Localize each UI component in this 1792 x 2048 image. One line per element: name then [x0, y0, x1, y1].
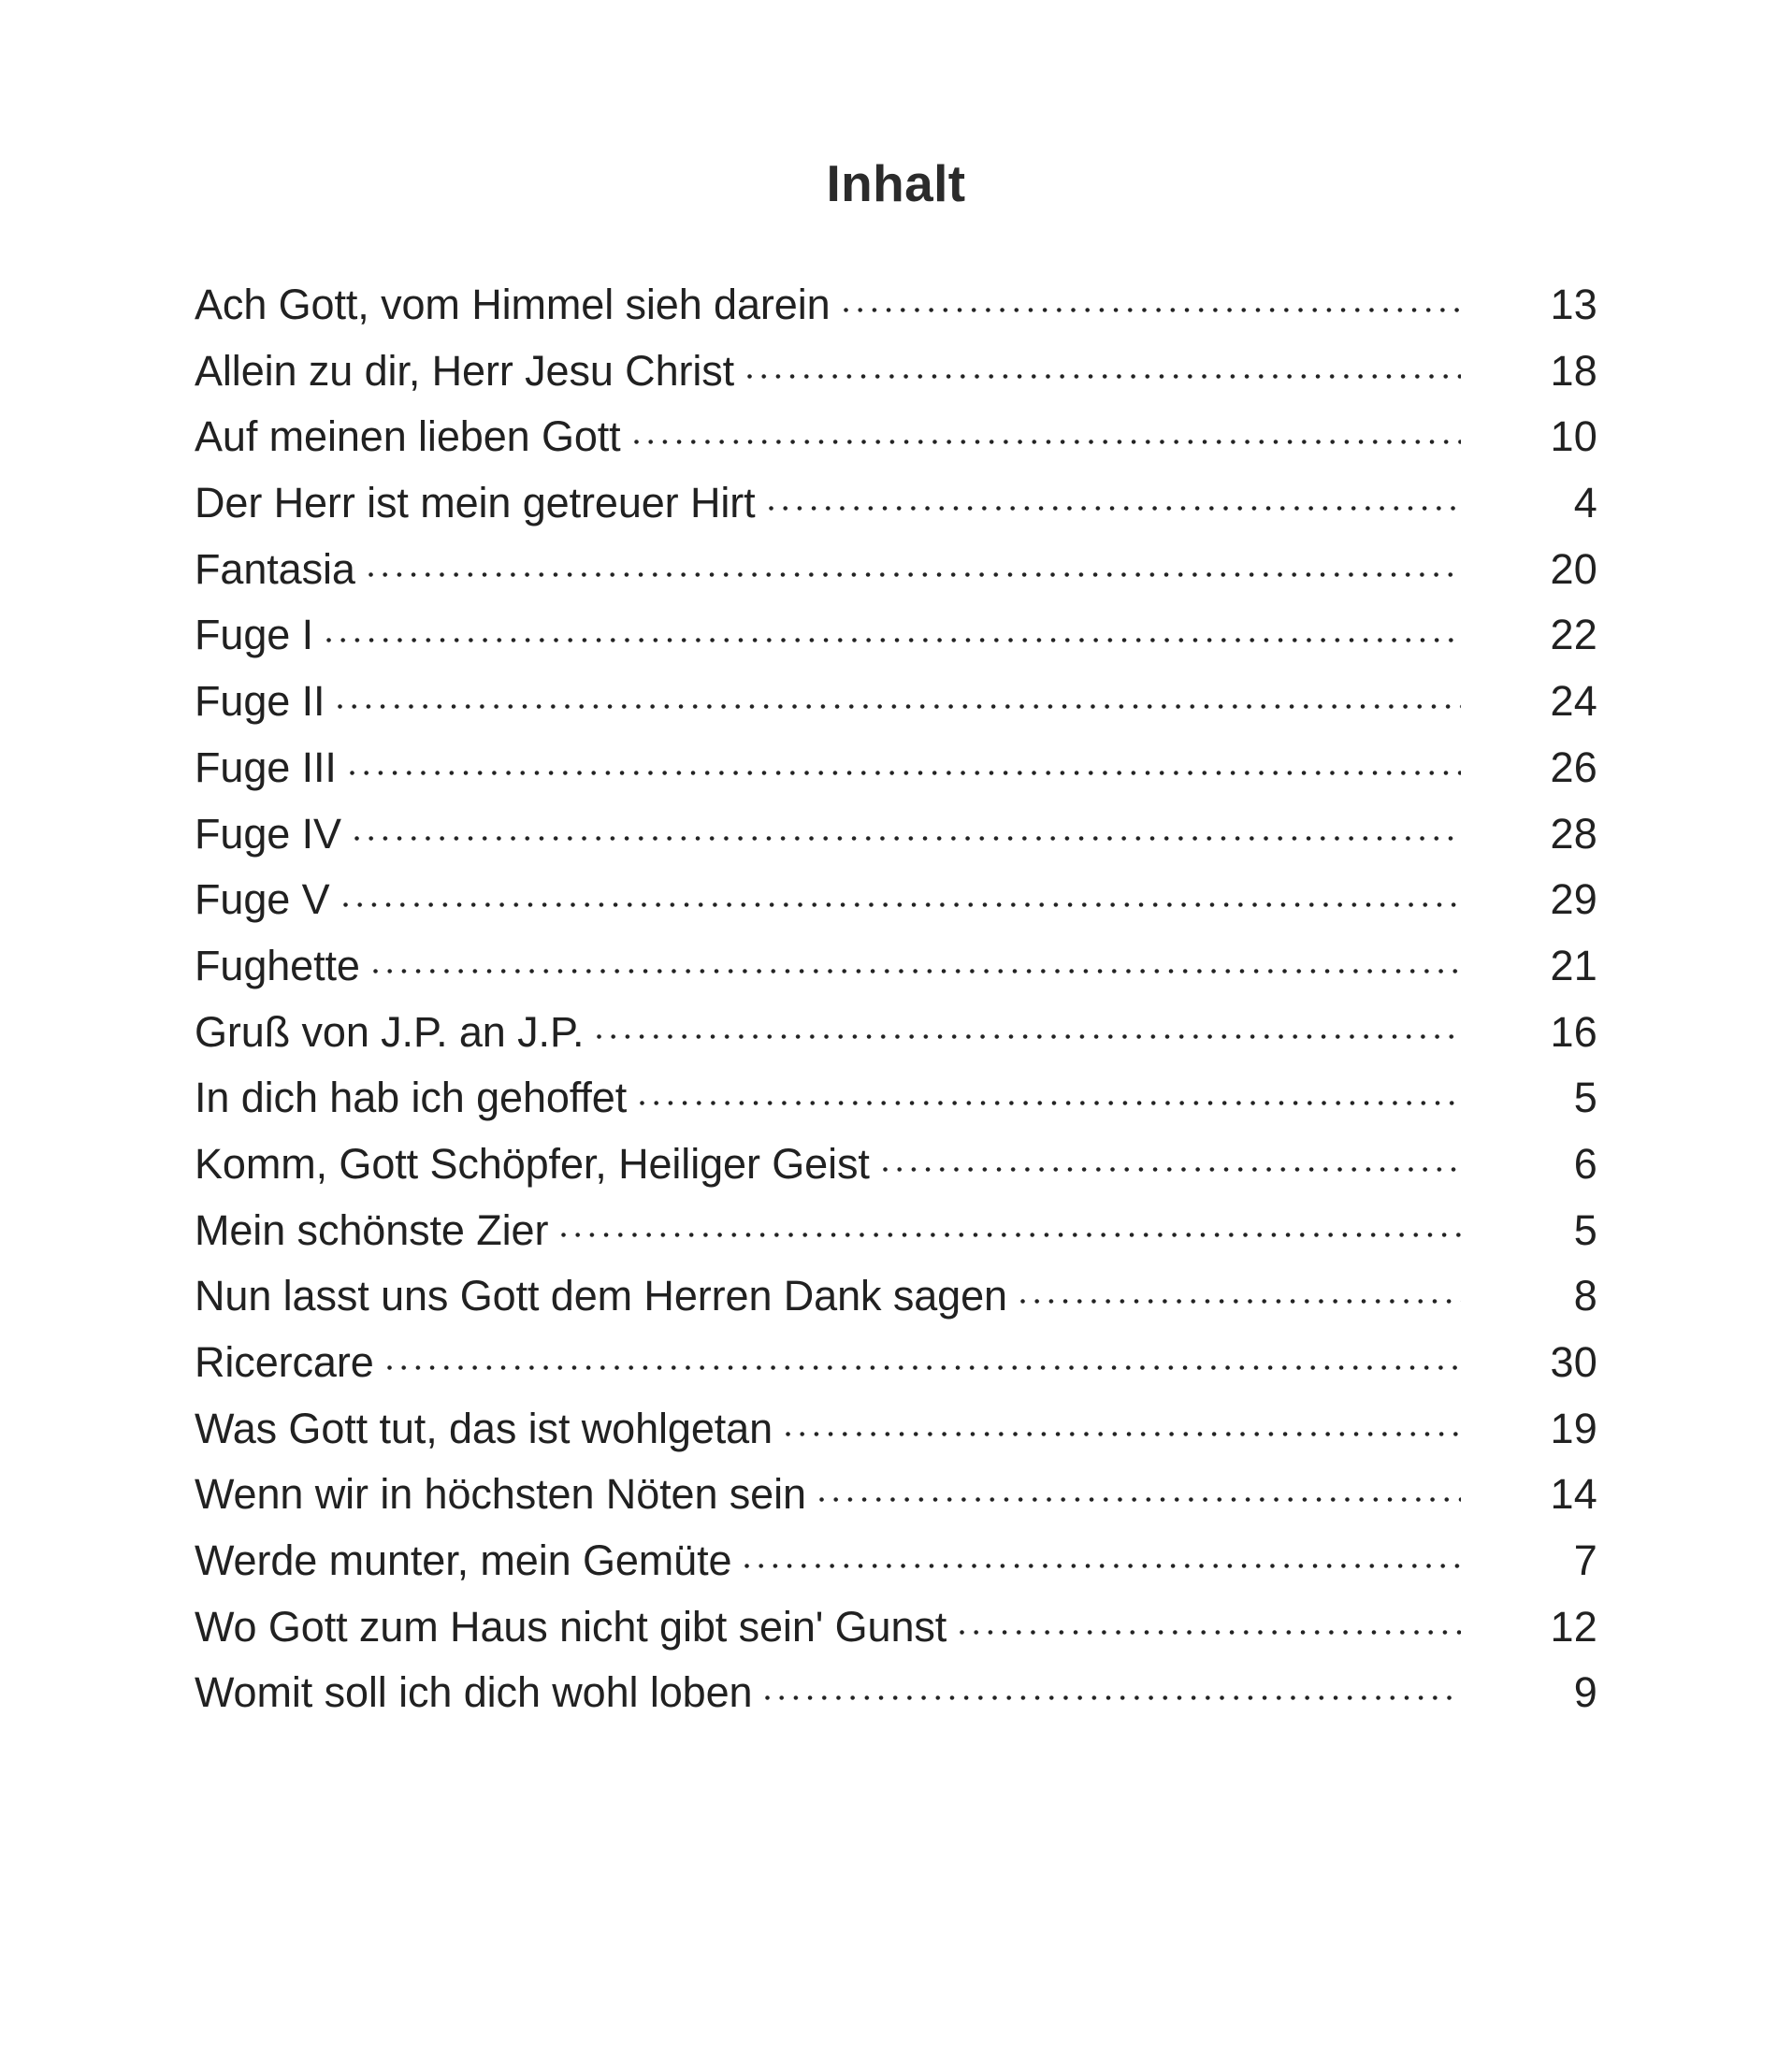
toc-entry[interactable] [195, 740, 1597, 806]
dot-leader [1020, 1268, 1461, 1310]
toc-entry[interactable] [195, 1533, 1597, 1599]
toc-entry-page-number: 20 [1550, 544, 1597, 593]
toc-entry-title: Allein zu dir, Herr Jesu Christ [195, 346, 735, 395]
dot-leader [640, 1070, 1461, 1112]
dot-leader [561, 1203, 1461, 1245]
toc-entry-page-number: 26 [1550, 743, 1597, 791]
toc-entry[interactable] [195, 872, 1597, 938]
toc-entry[interactable] [195, 541, 1597, 608]
dot-leader [769, 475, 1461, 517]
dot-leader [343, 872, 1462, 914]
dot-leader [338, 673, 1461, 715]
toc-entry[interactable] [195, 1401, 1597, 1467]
toc-entry-page-number: 8 [1573, 1272, 1597, 1320]
toc-entry[interactable] [195, 1268, 1597, 1334]
dot-leader [354, 806, 1461, 848]
dot-leader [326, 607, 1461, 649]
dot-leader [373, 938, 1461, 980]
toc-entry-page-number: 29 [1550, 875, 1597, 924]
dot-leader [369, 541, 1461, 584]
toc-entry-title: Fuge IV [195, 809, 341, 858]
dot-leader [786, 1401, 1461, 1443]
toc-entry[interactable] [195, 1599, 1597, 1666]
toc-entry-title: Auf meinen lieben Gott [195, 412, 621, 461]
toc-entry-title: Komm, Gott Schöpfer, Heiliger Geist [195, 1139, 870, 1188]
toc-entry-page-number: 5 [1573, 1205, 1597, 1254]
dot-leader [883, 1136, 1461, 1178]
toc-entry-title: Fuge V [195, 875, 330, 924]
dot-leader [844, 277, 1461, 319]
toc-entry[interactable] [195, 938, 1597, 1004]
toc-entry-title: Fuge II [195, 677, 325, 726]
toc-entry[interactable] [195, 1070, 1597, 1136]
toc-entry[interactable] [195, 1334, 1597, 1401]
dot-leader [387, 1334, 1461, 1377]
toc-entry[interactable] [195, 607, 1597, 673]
toc-entry-page-number: 7 [1573, 1536, 1597, 1585]
toc-entry-title: Ricercare [195, 1338, 374, 1386]
toc-entry[interactable] [195, 806, 1597, 873]
toc-entry-page-number: 22 [1550, 611, 1597, 659]
toc-entry-page-number: 14 [1550, 1470, 1597, 1519]
toc-entry-title: Fuge III [195, 743, 337, 791]
toc-entry-title: Gruß von J.P. an J.P. [195, 1007, 585, 1056]
toc-entry[interactable] [195, 1665, 1597, 1731]
toc-entry-page-number: 19 [1550, 1404, 1597, 1452]
dot-leader [765, 1665, 1461, 1707]
dot-leader [819, 1466, 1461, 1508]
toc-entry-title: In dich hab ich gehoffet [195, 1074, 628, 1122]
toc-entry-page-number: 18 [1550, 346, 1597, 395]
page-title: Inhalt [826, 153, 966, 212]
toc-entry-page-number: 12 [1550, 1602, 1597, 1651]
table-of-contents-list [195, 277, 1597, 1731]
toc-entry-title: Der Herr ist mein getreuer Hirt [195, 479, 756, 527]
toc-entry-title: Werde munter, mein Gemüte [195, 1536, 732, 1585]
toc-entry[interactable] [195, 673, 1597, 740]
toc-entry-title: Fantasia [195, 544, 355, 593]
toc-entry-page-number: 10 [1550, 412, 1597, 461]
toc-entry-page-number: 28 [1550, 809, 1597, 858]
toc-entry-page-number: 16 [1550, 1007, 1597, 1056]
toc-entry-title: Womit soll ich dich wohl loben [195, 1668, 753, 1717]
toc-entry[interactable] [195, 475, 1597, 541]
toc-entry[interactable] [195, 1466, 1597, 1533]
toc-entry-page-number: 30 [1550, 1338, 1597, 1386]
dot-leader [744, 1533, 1461, 1575]
dot-leader [597, 1004, 1461, 1046]
toc-entry[interactable] [195, 277, 1597, 343]
toc-entry-page-number: 6 [1573, 1139, 1597, 1188]
toc-entry-title: Fughette [195, 941, 360, 989]
toc-entry-page-number: 24 [1550, 677, 1597, 726]
toc-entry-title: Fuge I [195, 611, 313, 659]
toc-entry-title: Mein schönste Zier [195, 1205, 549, 1254]
toc-entry[interactable] [195, 409, 1597, 475]
toc-entry-page-number: 21 [1550, 941, 1597, 989]
toc-entry[interactable] [195, 343, 1597, 410]
toc-entry-title: Was Gott tut, das ist wohlgetan [195, 1404, 773, 1452]
dot-leader [350, 740, 1461, 782]
toc-entry-page-number: 9 [1573, 1668, 1597, 1717]
toc-entry-title: Nun lasst uns Gott dem Herren Dank sagen [195, 1272, 1007, 1320]
dot-leader [747, 343, 1461, 385]
toc-entry-title: Ach Gott, vom Himmel sieh darein [195, 281, 831, 328]
toc-entry-title: Wo Gott zum Haus nicht gibt sein' Gunst [195, 1602, 947, 1651]
toc-entry-page-number: 5 [1573, 1074, 1597, 1122]
dot-leader [634, 409, 1461, 451]
toc-entry-title: Wenn wir in höchsten Nöten sein [195, 1470, 806, 1519]
toc-entry[interactable] [195, 1004, 1597, 1071]
dot-leader [960, 1599, 1461, 1641]
toc-entry-page-number: 4 [1573, 479, 1597, 527]
toc-entry[interactable] [195, 1136, 1597, 1203]
toc-entry[interactable] [195, 1203, 1597, 1269]
toc-entry-page-number: 13 [1550, 281, 1597, 328]
